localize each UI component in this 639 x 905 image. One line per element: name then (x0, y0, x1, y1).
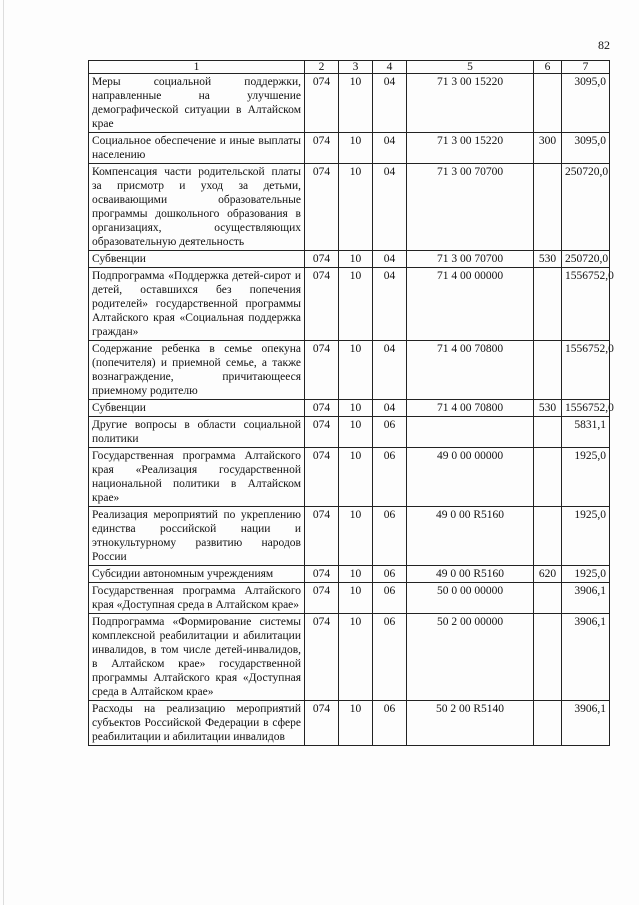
table-row (89, 507, 610, 566)
row-csr: 71 4 00 00000 (407, 268, 534, 341)
row-sum: 3906,1 (562, 583, 610, 614)
row-name: Социальное обеспечение и иные выплаты населению (89, 133, 305, 164)
row-rz: 10 (339, 341, 373, 400)
table-row (89, 448, 610, 507)
row-ved: 074 (305, 614, 339, 701)
row-pr: 04 (373, 133, 407, 164)
table-row (89, 400, 610, 417)
row-name: Реализация мероприятий по укреплению единства российской нации и этнокультурному развитию народов России (89, 507, 305, 566)
row-name: Подпрограмма «Поддержка детей-сирот и детей, оставшихся без попечения родителей» государственной программы Алтайского края «Социальная поддержка граждан» (89, 268, 305, 341)
row-sum: 3095,0 (562, 74, 610, 133)
row-rz: 10 (339, 268, 373, 341)
row-name: Государственная программа Алтайского края «Реализация государственной национальной политики в Алтайском крае» (89, 448, 305, 507)
row-pr: 04 (373, 251, 407, 268)
row-name: Субвенции (89, 400, 305, 417)
row-name: Субсидии автономным учреждениям (89, 566, 305, 583)
row-csr: 50 2 00 R5140 (407, 701, 534, 746)
row-pr: 06 (373, 614, 407, 701)
row-sum: 1556752,0 (562, 400, 610, 417)
row-vr (534, 701, 562, 746)
row-csr: 49 0 00 R5160 (407, 566, 534, 583)
row-rz: 10 (339, 448, 373, 507)
row-ved: 074 (305, 251, 339, 268)
row-rz: 10 (339, 701, 373, 746)
row-csr: 71 3 00 15220 (407, 133, 534, 164)
row-sum: 250720,0 (562, 164, 610, 251)
row-name: Подпрограмма «Формирование системы комплексной реабилитации и абилитации инвалидов, в том числе детей-инвалидов, в Алтайском крае» государственной программы Алтайского края «Доступная среда в Алтайском крае» (89, 614, 305, 701)
row-csr (407, 417, 534, 448)
row-pr: 04 (373, 268, 407, 341)
table-row (89, 583, 610, 614)
row-csr: 49 0 00 00000 (407, 448, 534, 507)
row-vr (534, 448, 562, 507)
row-rz: 10 (339, 566, 373, 583)
header-col-2: 2 (305, 61, 339, 74)
row-sum: 1925,0 (562, 507, 610, 566)
table-row (89, 133, 610, 164)
row-rz: 10 (339, 507, 373, 566)
row-vr (534, 417, 562, 448)
row-pr: 06 (373, 566, 407, 583)
row-sum: 3095,0 (562, 133, 610, 164)
row-ved: 074 (305, 74, 339, 133)
row-sum: 250720,0 (562, 251, 610, 268)
table-body (89, 74, 614, 746)
header-col-5: 5 (407, 61, 534, 74)
row-csr: 71 3 00 70700 (407, 164, 534, 251)
row-ved: 074 (305, 701, 339, 746)
row-rz: 10 (339, 583, 373, 614)
row-ved: 074 (305, 566, 339, 583)
row-name: Содержание ребенка в семье опекуна (попечителя) и приемной семье, а также вознаграждение, причитающееся приемному родителю (89, 341, 305, 400)
row-csr: 71 4 00 70800 (407, 341, 534, 400)
row-name: Меры социальной поддержки, направленные на улучшение демографической ситуации в Алтайском крае (89, 74, 305, 133)
row-csr: 50 2 00 00000 (407, 614, 534, 701)
row-pr: 06 (373, 417, 407, 448)
header-col-6: 6 (534, 61, 562, 74)
row-pr: 06 (373, 507, 407, 566)
header-col-1: 1 (89, 61, 305, 74)
row-sum: 1925,0 (562, 566, 610, 583)
row-name: Другие вопросы в области социальной политики (89, 417, 305, 448)
row-rz: 10 (339, 400, 373, 417)
page-number: 82 (598, 38, 610, 52)
header-col-3: 3 (339, 61, 373, 74)
row-pr: 04 (373, 164, 407, 251)
table-row (89, 701, 610, 746)
table-row (89, 164, 610, 251)
row-csr: 71 3 00 70700 (407, 251, 534, 268)
row-ved: 074 (305, 133, 339, 164)
row-pr: 06 (373, 701, 407, 746)
row-vr (534, 583, 562, 614)
row-rz: 10 (339, 251, 373, 268)
row-vr (534, 268, 562, 341)
row-ved: 074 (305, 417, 339, 448)
row-rz: 10 (339, 417, 373, 448)
row-sum: 3906,1 (562, 614, 610, 701)
table-row (89, 251, 610, 268)
row-sum: 1556752,0 (562, 268, 610, 341)
row-vr (534, 507, 562, 566)
row-ved: 074 (305, 164, 339, 251)
page-edge-line (3, 0, 4, 905)
row-vr (534, 341, 562, 400)
header-col-4: 4 (373, 61, 407, 74)
row-pr: 04 (373, 400, 407, 417)
table-row (89, 417, 610, 448)
row-csr: 71 4 00 70800 (407, 400, 534, 417)
row-csr: 49 0 00 R5160 (407, 507, 534, 566)
row-ved: 074 (305, 341, 339, 400)
row-csr: 50 0 00 00000 (407, 583, 534, 614)
row-name: Компенсация части родительской платы за присмотр и уход за детьми, осваивающими образовательные программы дошкольного образования в организациях, осуществляющих образовательную деятельность (89, 164, 305, 251)
row-vr: 620 (534, 566, 562, 583)
row-name: Государственная программа Алтайского края «Доступная среда в Алтайском крае» (89, 583, 305, 614)
row-rz: 10 (339, 74, 373, 133)
table-row (89, 268, 610, 341)
row-name: Расходы на реализацию мероприятий субъектов Российской Федерации в сфере реабилитации и абилитации инвалидов (89, 701, 305, 746)
row-rz: 10 (339, 133, 373, 164)
row-pr: 06 (373, 583, 407, 614)
row-ved: 074 (305, 507, 339, 566)
table-row (89, 74, 610, 133)
row-vr: 530 (534, 251, 562, 268)
row-pr: 04 (373, 341, 407, 400)
row-pr: 06 (373, 448, 407, 507)
row-sum: 5831,1 (562, 417, 610, 448)
row-vr (534, 614, 562, 701)
row-name: Субвенции (89, 251, 305, 268)
budget-table (88, 60, 614, 746)
row-vr: 300 (534, 133, 562, 164)
row-ved: 074 (305, 583, 339, 614)
row-csr: 71 3 00 15220 (407, 74, 534, 133)
row-vr (534, 74, 562, 133)
table-row (89, 341, 610, 400)
row-pr: 04 (373, 74, 407, 133)
row-ved: 074 (305, 268, 339, 341)
table-row (89, 566, 610, 583)
row-rz: 10 (339, 614, 373, 701)
row-rz: 10 (339, 164, 373, 251)
table-row (89, 614, 610, 701)
row-ved: 074 (305, 448, 339, 507)
header-row (89, 61, 610, 74)
row-vr (534, 164, 562, 251)
row-sum: 1556752,0 (562, 341, 610, 400)
header-col-7: 7 (562, 61, 610, 74)
row-sum: 1925,0 (562, 448, 610, 507)
row-ved: 074 (305, 400, 339, 417)
row-vr: 530 (534, 400, 562, 417)
row-sum: 3906,1 (562, 701, 610, 746)
